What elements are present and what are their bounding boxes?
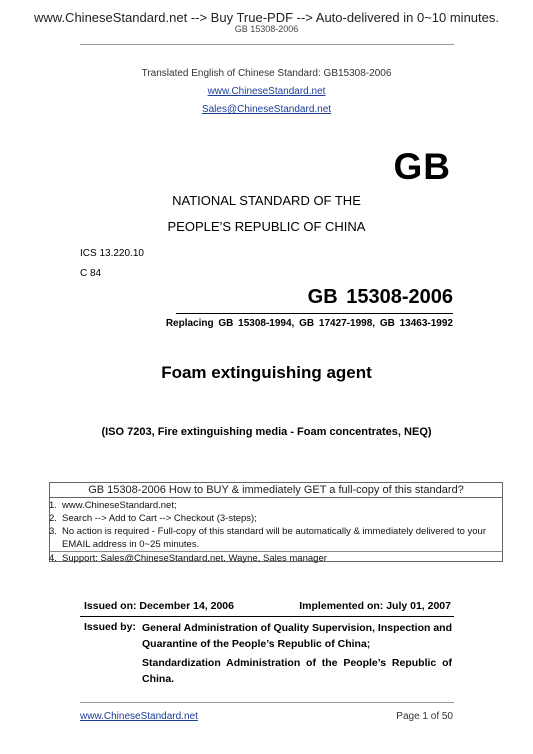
page-number: Page 1 of 50 [396, 711, 453, 722]
footer-divider [80, 702, 454, 703]
buy-step-text: Support: Sales@ChineseStandard.net. Wayne, Sales manager [62, 553, 327, 564]
translated-line: Translated English of Chinese Standard: GB15308-2006 [141, 68, 392, 79]
issue-divider [80, 616, 454, 617]
national-standard-line: NATIONAL STANDARD OF THE [172, 193, 361, 208]
buy-step-number: 4. [49, 553, 57, 564]
buy-step-number: 2. [49, 513, 57, 524]
buy-step-text: No action is required - Full-copy of this standard will be automatically & immediately delivered to your EMAIL address in 0~25 minutes. [62, 526, 486, 550]
buy-step [49, 525, 503, 552]
issuer-sac: Standardization Administration of the People’s Republic of China. [142, 657, 452, 685]
footer-site-link[interactable]: www.ChineseStandard.net [80, 711, 198, 722]
buy-box-divider [49, 497, 503, 498]
buy-step-text: Search --> Add to Cart --> Checkout (3-steps); [62, 513, 257, 524]
issued-on-date: Issued on: December 14, 2006 [84, 600, 234, 612]
buy-box-title: GB 15308-2006 How to BUY & immediately GET a full-copy of this standard? [88, 484, 464, 496]
country-line: PEOPLE’S REPUBLIC OF CHINA [167, 219, 366, 234]
ccs-code: C 84 [80, 268, 102, 279]
buy-step-number: 3. [49, 526, 57, 537]
site-link[interactable]: www.ChineseStandard.net [207, 86, 326, 97]
buy-step [49, 499, 503, 512]
implemented-on-date: Implemented on: July 01, 2007 [299, 600, 451, 612]
replacing-line: Replacing GB 15308-1994, GB 17427-1998, GB 13463-1992 [165, 318, 453, 329]
document-subtitle: (ISO 7203, Fire extinguishing media - Foam concentrates, NEQ) [101, 426, 432, 438]
header-divider [80, 44, 454, 45]
buy-step-text: www.ChineseStandard.net; [62, 500, 177, 511]
email-link[interactable]: Sales@ChineseStandard.net [201, 104, 332, 115]
standard-number-divider [176, 313, 453, 314]
document-title: Foam extinguishing agent [161, 363, 372, 382]
issued-by-label: Issued by: [84, 621, 136, 633]
gb-logo: GB [393, 146, 451, 187]
issuer-aqsiq: General Administration of Quality Supervision, Inspection and Quarantine of the People’s Republic of China; [142, 622, 452, 650]
buy-steps-list [49, 499, 503, 565]
standard-number: GB 15308-2006 [307, 286, 453, 308]
buy-step [49, 552, 503, 565]
top-banner[interactable]: www.ChineseStandard.net --> Buy True-PDF --> Auto-delivered in 0~10 minutes. [34, 10, 499, 25]
header-standard-code: GB 15308-2006 [234, 24, 299, 34]
buy-step-number: 1. [49, 500, 57, 511]
buy-step [49, 512, 503, 525]
ics-code: ICS 13.220.10 [80, 248, 144, 259]
